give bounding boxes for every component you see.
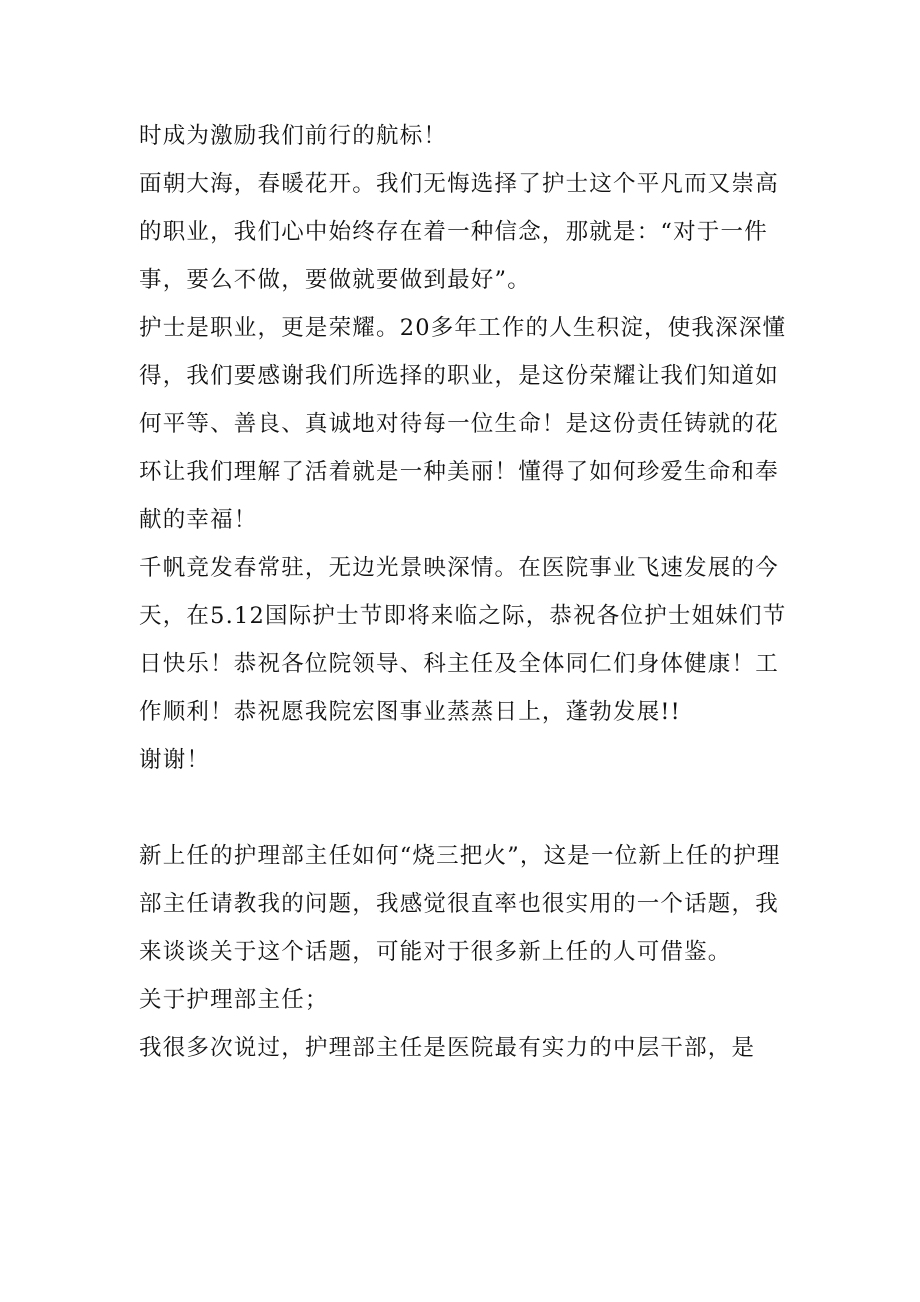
document-body <box>139 112 787 1072</box>
paragraph-director-role: 我很多次说过，护理部主任是医院最有实力的中层干部，是 <box>139 1035 756 1061</box>
paragraph-profession-honor: 护士是职业，更是荣耀。20多年工作的人生积淀，使我深深懂得，我们要感谢我们所选择的职业，是这份荣耀让我们知道如何平等、善良、真诚地对待每一位生命！是这份责任铸就的花环让我们理解了活着就是一种美丽！懂得了如何珍爱生命和奉献的幸福！ <box>139 315 787 533</box>
paragraph-thanks: 谢谢！ <box>139 747 211 773</box>
paragraph-career-belief: 面朝大海，春暖花开。我们无悔选择了护士这个平凡而又崇高的职业，我们心中始终存在着一种信念，那就是：“对于一件事，要么不做，要做就要做到最好”。 <box>139 171 779 293</box>
paragraph-spacer <box>139 784 787 832</box>
paragraph-about-director: 关于护理部主任； <box>139 987 329 1013</box>
paragraph-new-director-topic: 新上任的护理部主任如何“烧三把火”，这是一位新上任的护理部主任请教我的问题，我感觉很直率也很实用的一个话题，我来谈谈关于这个话题，可能对于很多新上任的人可借鉴。 <box>139 843 781 965</box>
paragraph-navigation-mark: 时成为激励我们前行的航标！ <box>139 123 448 149</box>
paragraph-nurses-day-wishes: 千帆竞发春常驻，无边光景映深情。在医院事业飞速发展的今天，在5.12国际护士节即将来临之际，恭祝各位护士姐妹们节日快乐！恭祝各位院领导、科主任及全体同仁们身体健康！工作顺利！恭祝愿我院宏图事业蒸蒸日上，蓬勃发展!! <box>139 555 787 725</box>
